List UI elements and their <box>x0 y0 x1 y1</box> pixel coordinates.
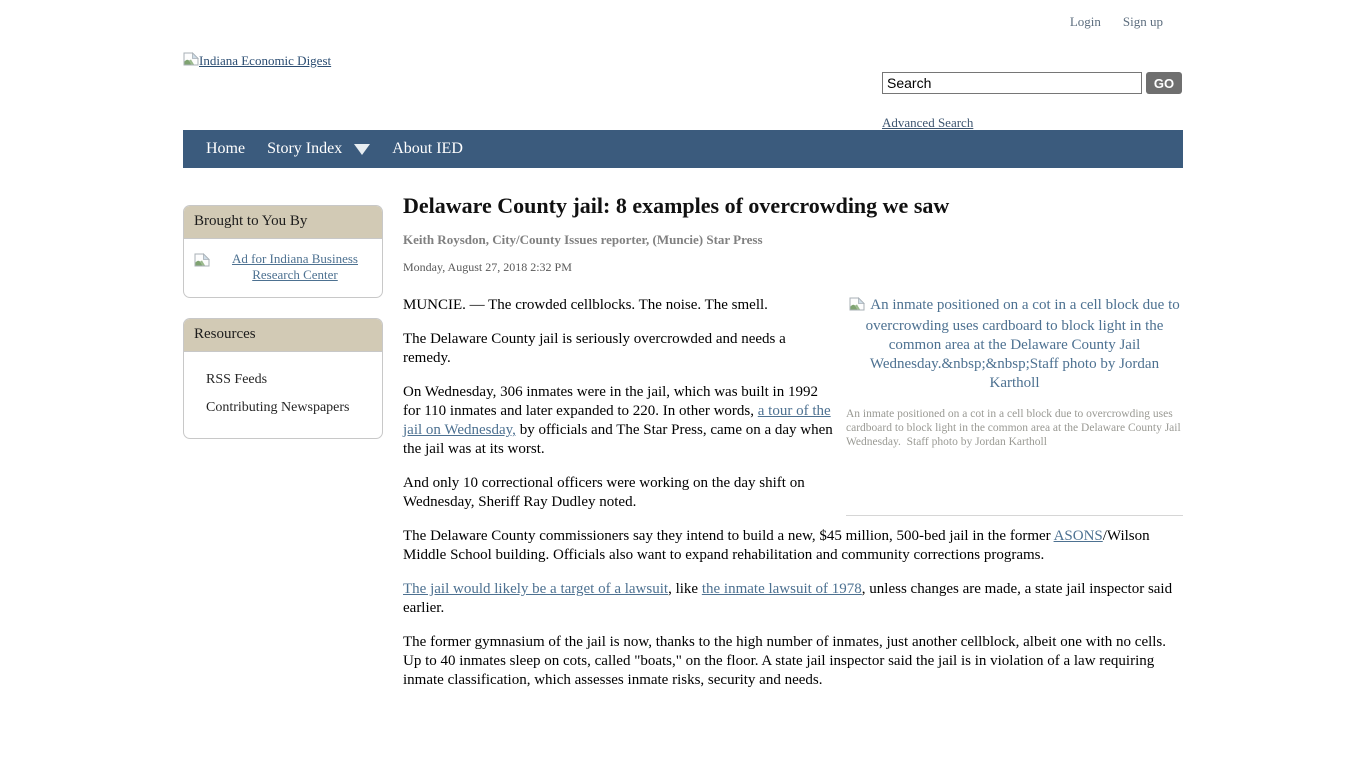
search-area <box>882 72 1182 132</box>
advanced-search-link[interactable]: Advanced Search <box>882 115 974 130</box>
article-paragraph: MUNCIE. — The crowded cellblocks. The noise. The smell. <box>403 297 768 313</box>
main-nav <box>183 130 1183 168</box>
content-area <box>183 168 1183 705</box>
article-inline-link[interactable]: the inmate lawsuit of 1978 <box>701 581 862 597</box>
search-go-button[interactable]: GO <box>1146 72 1182 94</box>
article-paragraph: On Wednesday, 306 inmates were in the jail, which was built in 1992 for 110 inmates and later expanded to 220. In other words, a tour of the jail on Wednesday, by officials and The Star Press, came on a day when the jail was at its worst. <box>403 384 833 457</box>
sponsor-ad-body <box>184 239 382 297</box>
nav-about-ied-label: About IED <box>392 140 463 157</box>
article-title: Delaware County jail: 8 examples of overcrowding we saw <box>403 193 950 218</box>
nav-item-story-index[interactable] <box>256 140 381 158</box>
search-row <box>882 72 1182 94</box>
nav-item-about-ied[interactable] <box>381 140 474 158</box>
brought-to-you-by-box <box>183 205 383 298</box>
article-paragraph: The jail would likely be a target of a lawsuit, like the inmate lawsuit of 1978, unless changes are made, a state jail inspector said earlier. <box>403 581 1173 616</box>
photo-alt-text: An inmate positioned on a cot in a cell block due to overcrowding uses cardboard to block light in the common area at the Delaware County Jail Wednesday.&nbsp;&nbsp;Staff photo by Jordan Kartholl <box>865 297 1180 391</box>
article-paragraph: The Delaware County jail is seriously overcrowded and needs a remedy. <box>403 331 786 366</box>
sidebar <box>183 168 383 705</box>
brought-to-you-by-header: Brought to You By <box>184 206 382 239</box>
article-inline-link[interactable]: ASONS <box>1053 528 1103 544</box>
search-input[interactable] <box>882 72 1142 94</box>
resources-box <box>183 318 383 439</box>
site-logo-alt-text: Indiana Economic Digest <box>199 53 332 68</box>
article-inline-link[interactable]: a tour of the jail on Wednesday, <box>403 403 831 438</box>
page <box>183 0 1183 705</box>
broken-image-icon <box>183 52 199 70</box>
site-header <box>183 30 1183 130</box>
site-logo-link[interactable] <box>183 52 331 70</box>
article-body <box>403 296 1183 690</box>
article-photo-alt <box>846 296 1183 393</box>
sponsor-ad-link[interactable]: Ad for Indiana Business Research Center <box>231 251 358 282</box>
article-inline-link[interactable]: The jail would likely be a target of a lawsuit <box>403 581 669 597</box>
login-link[interactable]: Login <box>1069 14 1101 29</box>
article-paragraph: The Delaware County commissioners say they intend to build a new, $45 million, 500-bed jail in the former ASONS/Wilson Middle School building. Officials also want to expand rehabilitation and community corrections programs. <box>403 528 1150 563</box>
sidebar-item-contributing-newspapers[interactable]: Contributing Newspapers <box>206 400 350 415</box>
article-date: Monday, August 27, 2018 2:32 PM <box>403 260 572 274</box>
signup-link[interactable]: Sign up <box>1122 14 1163 29</box>
article-paragraph: And only 10 correctional officers were working on the day shift on Wednesday, Sheriff Ray Dudley noted. <box>403 475 805 510</box>
account-topbar <box>183 0 1183 30</box>
broken-image-icon <box>194 253 210 272</box>
resources-header: Resources <box>184 319 382 352</box>
nav-item-home[interactable] <box>195 140 256 158</box>
advanced-search-wrap <box>882 114 1182 132</box>
article-paragraph: The former gymnasium of the jail is now, thanks to the high number of inmates, just another cellblock, albeit one with no cells. Up to 40 inmates sleep on cots, called "boats," on the floor. A state jail inspector said the jail is in violation of a law requiring inmate classification, which assesses inmate risks, security and needs. <box>403 634 1167 688</box>
sidebar-item-rss-feeds[interactable]: RSS Feeds <box>206 372 268 387</box>
broken-image-icon <box>849 297 865 317</box>
chevron-down-icon <box>354 144 370 155</box>
article-main <box>403 168 1183 705</box>
resources-list <box>184 352 382 438</box>
nav-home-label: Home <box>206 140 246 157</box>
nav-story-index-label: Story Index <box>267 140 343 157</box>
article-photo-caption: An inmate positioned on a cot in a cell block due to overcrowding uses cardboard to block light in the common area at the Delaware County Jail Wednesday. Staff photo by Jordan Kartholl <box>846 408 1181 448</box>
article-photo-block <box>846 296 1183 516</box>
article-byline: Keith Roysdon, City/County Issues reporter, (Muncie) Star Press <box>403 232 763 247</box>
